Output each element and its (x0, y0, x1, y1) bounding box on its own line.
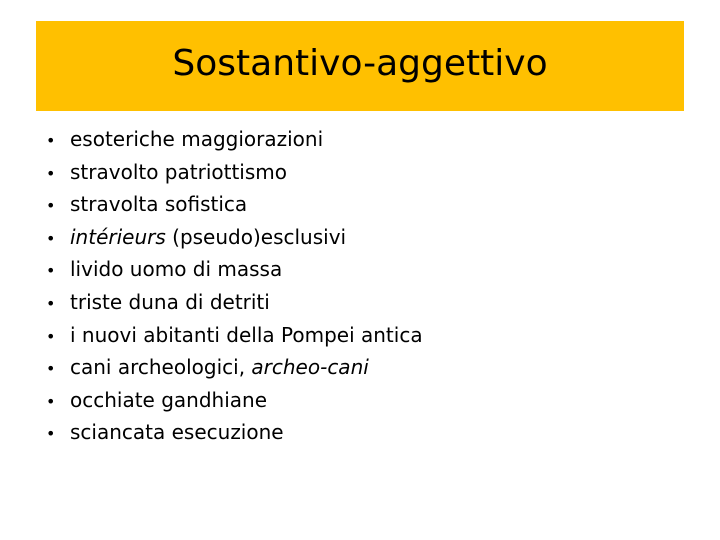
text-segment: stravolto patriottismo (70, 159, 287, 184)
list-item-text (70, 286, 270, 319)
text-segment: (pseudo)esclusivi (165, 224, 347, 249)
list-item (46, 123, 423, 156)
italic-text: intérieurs (70, 224, 166, 249)
text-segment: triste duna di detriti (70, 289, 270, 314)
list-item (46, 384, 423, 417)
text-segment: esoteriche maggiorazioni (70, 127, 324, 151)
list-item-text (70, 188, 247, 221)
slide-title: Sostantivo-aggettivo (172, 43, 548, 84)
bullet-icon: • (46, 326, 56, 346)
list-item (46, 221, 423, 254)
list-item-text (70, 416, 284, 449)
bullet-icon: • (46, 261, 56, 281)
italic-text: archeo-cani (251, 355, 369, 380)
bullet-icon: • (46, 359, 56, 379)
bullet-icon: • (46, 293, 56, 313)
list-item-text (70, 319, 423, 352)
bullet-icon: • (46, 228, 56, 248)
bullet-icon: • (46, 163, 56, 183)
list-item-text (70, 351, 369, 384)
list-item-text (70, 123, 323, 156)
list-item (46, 286, 423, 319)
list-item (46, 156, 423, 189)
bullet-list (46, 123, 423, 449)
bullet-icon: • (46, 131, 56, 150)
list-item (46, 416, 423, 449)
text-segment: occhiate gandhiane (70, 387, 268, 412)
text-segment: sciancata esecuzione (70, 420, 284, 445)
list-item-text (70, 384, 267, 417)
list-item-text (70, 156, 287, 189)
list-item (46, 351, 423, 384)
list-item-text (70, 221, 346, 254)
text-segment: stravolta sofistica (70, 192, 248, 217)
list-item-text (70, 253, 282, 286)
bullet-icon: • (46, 196, 56, 216)
list-item (46, 253, 423, 286)
list-item (46, 188, 423, 221)
bullet-icon: • (46, 391, 56, 411)
text-segment: cani archeologici, (70, 355, 252, 380)
text-segment: livido uomo di massa (70, 257, 283, 282)
list-item (46, 319, 423, 352)
bullet-icon: • (46, 424, 56, 444)
title-band (36, 21, 684, 111)
text-segment: i nuovi abitanti della Pompei antica (70, 322, 423, 347)
